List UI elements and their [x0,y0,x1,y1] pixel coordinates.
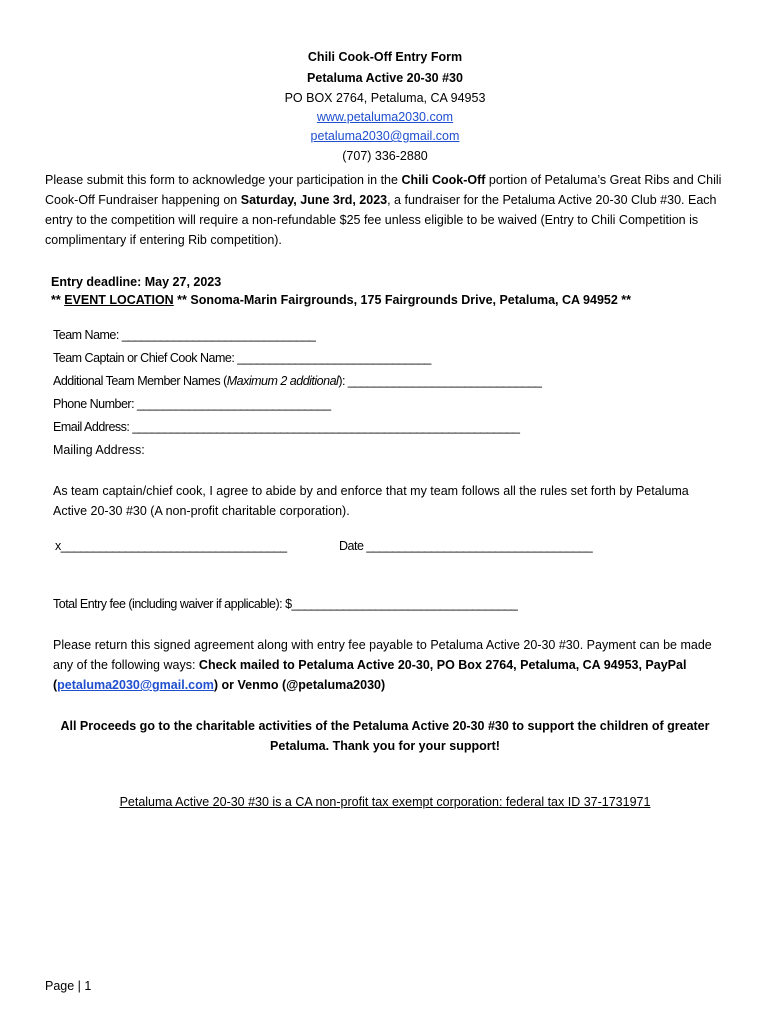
event-location: ** EVENT LOCATION ** Sonoma-Marin Fairgrounds, 175 Fairgrounds Drive, Petaluma, CA 94952 ** [51,293,632,307]
team-name-field[interactable]: Team Name: ______________________________ [53,328,316,342]
entry-fee-field[interactable]: Total Entry fee (including waiver if applicable): $___________________________________ [53,597,518,611]
additional-members-field[interactable]: Additional Team Member Names (Maximum 2 additional): ______________________________ [53,374,542,388]
mailing-address-field[interactable]: Mailing Address: [53,443,145,457]
payment-instructions: Please return this signed agreement along with entry fee payable to Petaluma Active 20-30 #30. Payment can be made any of the following ways: Check mailed to Petaluma Active 20-30, PO Box 2764, Petaluma, CA 94953, PayPal (petaluma2030@gmail.com) or Venmo (@petaluma2030) [53,638,712,692]
org-name: Petaluma Active 20-30 #30 [307,71,463,85]
payment-email-link[interactable]: petaluma2030@gmail.com [57,678,214,692]
form-title: Chili Cook-Off Entry Form [307,50,463,64]
org-phone: (707) 336-2880 [342,149,428,163]
email-link[interactable]: petaluma2030@gmail.com [310,129,460,143]
captain-name-field[interactable]: Team Captain or Chief Cook Name: ______________________________ [53,351,431,365]
tax-id-note: Petaluma Active 20-30 #30 is a CA non-profit tax exempt corporation: federal tax ID 37-1731971 [119,795,651,809]
org-address: PO BOX 2764, Petaluma, CA 94953 [284,91,486,105]
proceeds-statement: All Proceeds go to the charitable activities of the Petaluma Active 20-30 #30 to support the children of greater Petaluma. Thank you for your support! [60,719,710,753]
entry-deadline: Entry deadline: May 27, 2023 [51,275,222,289]
page-number: Page | 1 [45,979,92,993]
website-link[interactable]: www.petaluma2030.com [316,110,454,124]
email-address-field[interactable]: Email Address: ____________________________________________________________ [53,420,520,434]
intro-paragraph: Please submit this form to acknowledge your participation in the Chili Cook-Off portion of Petaluma’s Great Ribs and Chili Cook-Off Fundraiser happening on Saturday, June 3rd, 2023, a fundraiser for the Petaluma Active 20-30 Club #30. Each entry to the competition will require a non-refundable $25 fee unless eligible to be waived (Entry to Chili Competition is complimentary if entering Rib competition). [45,173,722,247]
agreement-text: As team captain/chief cook, I agree to abide by and enforce that my team follows all the rules set forth by Petaluma Active 20-30 #30 (A non-profit charitable corporation). [53,484,689,518]
signature-field[interactable]: x___________________________________ [55,539,287,553]
phone-number-field[interactable]: Phone Number: ______________________________ [53,397,331,411]
date-field[interactable]: Date ___________________________________ [339,539,593,553]
